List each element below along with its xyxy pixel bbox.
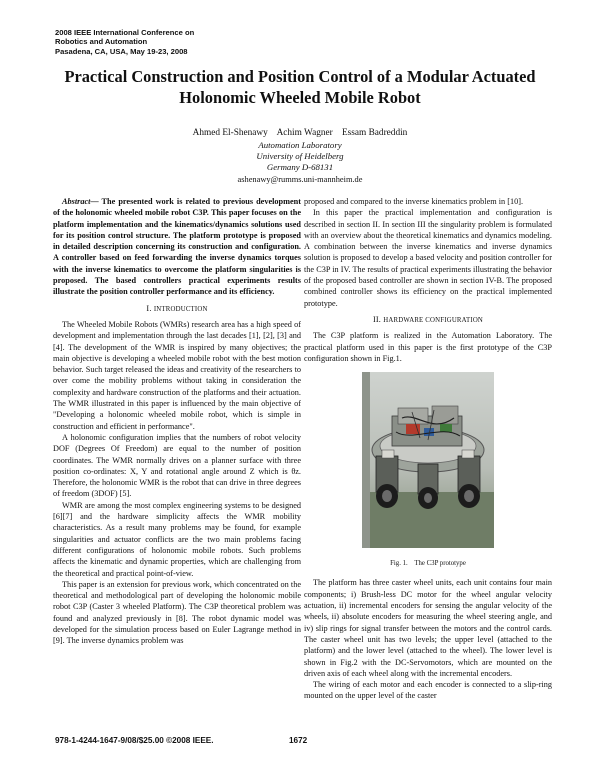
page-number: 1672 — [289, 736, 308, 745]
right-column — [304, 196, 552, 702]
section-heading-hardware — [304, 314, 552, 326]
conference-line-2: Robotics and Automation — [55, 37, 148, 47]
robot-photo-illustration — [362, 372, 494, 548]
intro-paragraph-4: This paper is an extension for previous work, which concentrated on the theoretical and methodological part of developing the holonomic mobile robot C3P (Caster 3 wheeled Platform). The C3P theoretical problem was found and analyzed previously in [8]. The robot dynamic model was developed for the simulation process based on Euler Lagrange method in [9]. The inverse dynamics problem was — [53, 579, 301, 646]
abstract-lead: Abstract — [62, 197, 91, 206]
title-line-1: Practical Construction and Position Control of a Modular Actuated — [64, 67, 536, 86]
conference-header — [55, 28, 295, 56]
author-list: Ahmed El-Shenawy Achim Wagner Essam Badreddin — [192, 128, 408, 138]
title-line-2: Holonomic Wheeled Mobile Robot — [179, 88, 421, 107]
hardware-paragraph-3: The wiring of each motor and each encoder is connected to a slip-ring mounted on the upper level of the caster — [304, 680, 552, 701]
section-number: II. — [372, 314, 382, 324]
right-paragraph-1: In this paper the practical implementation and configuration is described in section II. In section III the singularity problem is formulated with an overview about the theoretical kinematics and dynamics modeling. A combination between the inverse kinematics and inverse dynamics solution is proposed to develop a based velocity and position controller for the C3P in IV. The results of practical experiments illustrating the behavior of the proposed based controller are shown in section IV-B. The proposed combined controller shows its efficiency on the practical implemented prototype. — [304, 208, 552, 308]
section-heading-introduction — [53, 303, 301, 315]
affiliation-lab: Automation Laboratory — [258, 140, 342, 150]
affiliation-city: Germany D-68131 — [266, 162, 334, 173]
conference-line-1: 2008 IEEE International Conference on — [55, 28, 195, 37]
conference-line-3: Pasadena, CA, USA, May 19-23, 2008 — [55, 46, 188, 56]
intro-paragraph-2: A holonomic configuration implies that the numbers of robot velocity DOF (Degrees Of Freedom) are equal to the number of position coordinates. The WMR normally drives on a planner surface with three position co-ordinates: X, Y and rotational angle around Z which is θz. Therefore, the holonomic WMR is the robot that can drive in three degrees of freedom (3DOF) [5]. — [53, 432, 301, 499]
footer-isbn: 978-1-4244-1647-9/08/$25.00 ©2008 IEEE. — [55, 736, 214, 745]
section-title: INTRODUCTION — [153, 305, 208, 313]
intro-paragraph-1: The Wheeled Mobile Robots (WMRs) research area has a high speed of development and implementation through the last decades [1], [2], [3] and [4]. The development of the WMR is inspired by many objectives; the main objective is developing a wheeled mobile robot with the best motion behavior. Such target released the ideas and creativity of the researchers to over come the mobility problems without taking in consideration the complexity and hardware construction of the platforms and their actuation. The WMR illustrated in this paper is influenced by the main objective of "Developing a holonomic wheeled mobile robot, which is simple in construction and efficient in performance". — [53, 319, 301, 431]
abstract — [53, 196, 301, 298]
author-email: ashenawy@rumms.uni-mannheim.de — [237, 174, 363, 184]
intro-paragraph-3: WMR are among the most complex engineering systems to be designed [6][7] and the hardware simplicity affects the WMR mobility characteristics. As a result many problems may be found, for example singularities and actuator conflicts are the two main problems facing different configurations of holonomic mobile robots. Such problems affects the kinematic and dynamic properties, which are challenging from the theoretical and practical point-of-view. — [53, 500, 301, 578]
abstract-text: — The presented work is related to previous development of the holonomic wheeled mobile robot C3P. This paper focuses on the platform implementation and the kinematics/dynamics solutions used for its position control structure. The platform prototype is proposed in detailed description concerning its construction and configuration. A controller based on feed forwarding the inverse dynamics torques with the inverse kinematics to overcome the platform singularities is proposed. The based controllers practical experiments results illustrate the position controller performance and its efficiency. — [53, 197, 301, 297]
robot-prototype-photo — [362, 372, 494, 548]
hardware-paragraph-1: The C3P platform is realized in the Automation Laboratory. The practical platform used in this paper is the first prototype of the C3P configuration shown in Fig.1. — [304, 331, 552, 363]
figure-caption: Fig. 1. The C3P prototype — [390, 560, 466, 568]
section-number: I. — [146, 303, 152, 313]
paper-title — [40, 66, 560, 108]
section-title: HARDWARE CONFIGURATION — [383, 316, 484, 324]
hardware-paragraph-2: The platform has three caster wheel units, each unit contains four main components; i) Brush-less DC motor for the wheel angular velocity actuation, ii) incremental encoders for sensing the angular velocity of the wheels, ii) absolute encoders for measuring the wheel steering angle, and iv) slip rings for signal transfer between the motors and the control cards. The caster wheel unit has two levels; the upper level (attached to the platform) and the lower level (attached to the wheel). The lower level is shown in Fig.2 with the DC-Servomotors, which are mounted on the driven axis of each wheel along with the incremental encoders. — [304, 578, 552, 678]
affiliation-block — [40, 140, 560, 185]
affiliation-university: University of Heidelberg — [256, 151, 344, 162]
right-paragraph-0: proposed and compared to the inverse kinematics problem in [10]. — [304, 197, 524, 206]
left-column — [53, 196, 301, 647]
